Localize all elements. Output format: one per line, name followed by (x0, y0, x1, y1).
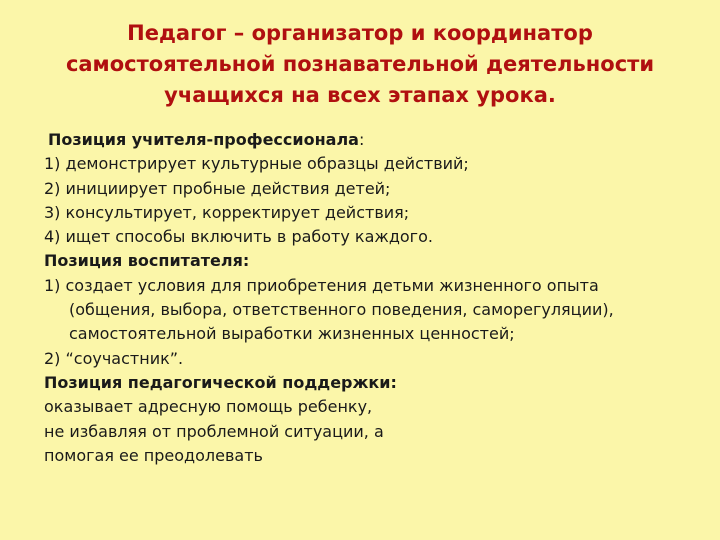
support-line-2: не избавляя от проблемной ситуации, а (44, 421, 384, 441)
educator-heading: Позиция воспитателя: (44, 251, 250, 271)
slide-body (44, 128, 694, 468)
support-heading: Позиция педагогической поддержки: (44, 372, 397, 392)
teacher-item-2: 2) инициирует пробные действия детей; (44, 178, 391, 198)
slide-title (30, 18, 690, 111)
teacher-heading-line (44, 128, 694, 152)
title-line-2: самостоятельной познавательной деятельности (65, 52, 655, 76)
teacher-item-4: 4) ищет способы включить в работу каждого. (44, 227, 433, 247)
title-line-1: Педагог – организатор и координатор (127, 21, 593, 45)
educator-item-1-line-3: самостоятельной выработки жизненных ценностей; (69, 324, 515, 344)
teacher-heading: Позиция учителя-профессионала (48, 130, 359, 149)
educator-item-2: 2) “соучастник”. (44, 348, 184, 368)
support-line-1: оказывает адресную помощь ребенку, (44, 397, 373, 417)
teacher-heading-colon: : (358, 130, 365, 149)
title-line-3: учащихся на всех этапах урока. (164, 83, 556, 107)
teacher-item-3: 3) консультирует, корректирует действия; (44, 202, 410, 222)
teacher-item-1: 1) демонстрирует культурные образцы действий; (44, 154, 469, 174)
support-line-3: помогая ее преодолевать (44, 445, 263, 465)
educator-item-1-line-2: (общения, выбора, ответственного поведения, саморегуляции), (69, 300, 614, 320)
educator-item-1-line-1: 1) создает условия для приобретения детьми жизненного опыта (44, 275, 599, 295)
